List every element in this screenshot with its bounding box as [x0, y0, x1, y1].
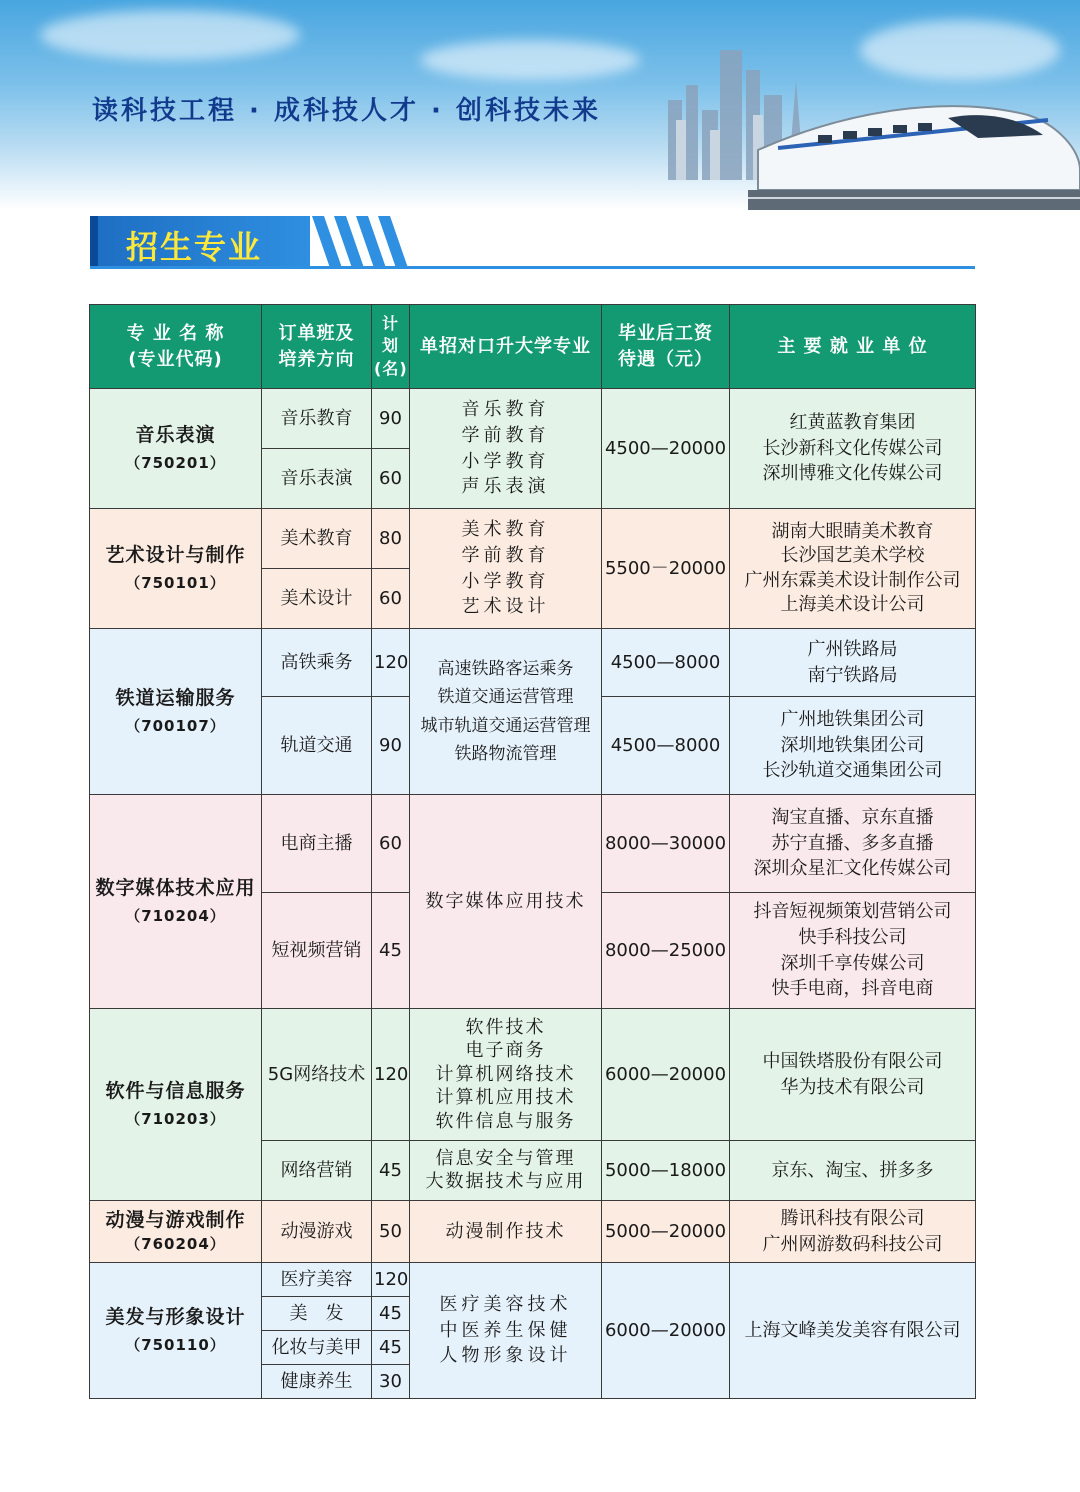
direction-cell: 网络营销	[262, 1141, 372, 1201]
upgrade-cell: 动漫制作技术	[410, 1201, 602, 1263]
plan-cell: 45	[372, 893, 410, 1009]
header-upgrade: 单招对口升大学专业	[410, 305, 602, 389]
stripes-decoration	[312, 216, 442, 268]
plan-cell: 90	[372, 389, 410, 449]
plan-cell: 120	[372, 1263, 410, 1297]
direction-cell: 美术设计	[262, 569, 372, 629]
direction-cell: 电商主播	[262, 795, 372, 893]
upgrade-cell: 软件技术 电子商务 计算机网络技术 计算机应用技术 软件信息与服务	[410, 1009, 602, 1141]
table-row	[90, 389, 976, 449]
employer-cell: 湖南大眼睛美术教育 长沙国艺美术学校 广州东霖美术设计制作公司 上海美术设计公司	[730, 509, 976, 629]
upgrade-cell: 数字媒体应用技术	[410, 795, 602, 1009]
salary-cell: 8000—25000	[602, 893, 730, 1009]
slogan: 读科技工程 · 成科技人才 · 创科技未来	[92, 96, 601, 126]
salary-cell: 8000—30000	[602, 795, 730, 893]
major-cell: 铁道运输服务 （700107）	[90, 629, 262, 795]
direction-cell: 美术教育	[262, 509, 372, 569]
city-train-illustration	[648, 40, 1080, 210]
cloud-decoration	[40, 10, 300, 60]
major-cell: 动漫与游戏制作 （760204）	[90, 1201, 262, 1263]
table-row	[90, 795, 976, 893]
majors-table	[89, 304, 976, 1399]
employer-cell: 淘宝直播、京东直播 苏宁直播、多多直播 深圳众星汇文化传媒公司	[730, 795, 976, 893]
employer-cell: 中国铁塔股份有限公司 华为技术有限公司	[730, 1009, 976, 1141]
direction-cell: 5G网络技术	[262, 1009, 372, 1141]
header-employer: 主 要 就 业 单 位	[730, 305, 976, 389]
major-cell: 艺术设计与制作 （750101）	[90, 509, 262, 629]
section-title-text: 招生专业	[126, 228, 263, 266]
section-underline	[90, 266, 975, 269]
direction-cell: 短视频营销	[262, 893, 372, 1009]
direction-cell: 轨道交通	[262, 697, 372, 795]
plan-cell: 45	[372, 1297, 410, 1331]
header-banner	[0, 0, 1080, 210]
major-cell: 软件与信息服务 （710203）	[90, 1009, 262, 1201]
plan-cell: 30	[372, 1365, 410, 1399]
plan-cell: 90	[372, 697, 410, 795]
employer-cell: 红黄蓝教育集团 长沙新科文化传媒公司 深圳博雅文化传媒公司	[730, 389, 976, 509]
table-row	[90, 1201, 976, 1263]
plan-cell: 45	[372, 1141, 410, 1201]
direction-cell: 化妆与美甲	[262, 1331, 372, 1365]
direction-cell: 高铁乘务	[262, 629, 372, 697]
section-title-box	[90, 216, 310, 268]
table-row	[90, 629, 976, 697]
plan-cell: 60	[372, 569, 410, 629]
plan-cell: 45	[372, 1331, 410, 1365]
employer-cell: 京东、淘宝、拼多多	[730, 1141, 976, 1201]
header-order: 订单班及 培养方向	[262, 305, 372, 389]
employer-cell: 广州地铁集团公司 深圳地铁集团公司 长沙轨道交通集团公司	[730, 697, 976, 795]
salary-cell: 4500—20000	[602, 389, 730, 509]
upgrade-cell: 美术教育 学前教育 小学教育 艺术设计	[410, 509, 602, 629]
direction-cell: 音乐教育	[262, 389, 372, 449]
major-cell: 音乐表演 （750201）	[90, 389, 262, 509]
cloud-decoration	[420, 40, 640, 80]
table-row	[90, 1009, 976, 1141]
plan-cell: 60	[372, 795, 410, 893]
salary-cell: 4500—8000	[602, 629, 730, 697]
plan-cell: 60	[372, 449, 410, 509]
salary-cell: 4500—8000	[602, 697, 730, 795]
salary-cell: 5000—18000	[602, 1141, 730, 1201]
salary-cell: 5000—20000	[602, 1201, 730, 1263]
table-row	[90, 1263, 976, 1297]
employer-cell: 腾讯科技有限公司 广州网游数码科技公司	[730, 1201, 976, 1263]
table-row	[90, 509, 976, 569]
plan-cell: 120	[372, 629, 410, 697]
employer-cell: 上海文峰美发美容有限公司	[730, 1263, 976, 1399]
upgrade-cell: 音乐教育 学前教育 小学教育 声乐表演	[410, 389, 602, 509]
major-cell: 美发与形象设计 （750110）	[90, 1263, 262, 1399]
direction-cell: 音乐表演	[262, 449, 372, 509]
plan-cell: 120	[372, 1009, 410, 1141]
plan-cell: 80	[372, 509, 410, 569]
table-header-row	[90, 305, 976, 389]
direction-cell: 医疗美容	[262, 1263, 372, 1297]
direction-cell: 健康养生	[262, 1365, 372, 1399]
salary-cell: 6000—20000	[602, 1009, 730, 1141]
header-plan: 计划 (名)	[372, 305, 410, 389]
header-major: 专 业 名 称 (专业代码)	[90, 305, 262, 389]
employer-cell: 抖音短视频策划营销公司 快手科技公司 深圳千享传媒公司 快手电商，抖音电商	[730, 893, 976, 1009]
header-salary: 毕业后工资 待遇（元）	[602, 305, 730, 389]
section-title	[90, 216, 975, 270]
direction-cell: 动漫游戏	[262, 1201, 372, 1263]
plan-cell: 50	[372, 1201, 410, 1263]
salary-cell: 6000—20000	[602, 1263, 730, 1399]
upgrade-cell: 信息安全与管理 大数据技术与应用	[410, 1141, 602, 1201]
upgrade-cell: 医疗美容技术 中医养生保健 人物形象设计	[410, 1263, 602, 1399]
direction-cell: 美 发	[262, 1297, 372, 1331]
employer-cell: 广州铁路局 南宁铁路局	[730, 629, 976, 697]
upgrade-cell: 高速铁路客运乘务 铁道交通运营管理 城市轨道交通运营管理 铁路物流管理	[410, 629, 602, 795]
major-cell: 数字媒体技术应用 （710204）	[90, 795, 262, 1009]
salary-cell: 5500－20000	[602, 509, 730, 629]
